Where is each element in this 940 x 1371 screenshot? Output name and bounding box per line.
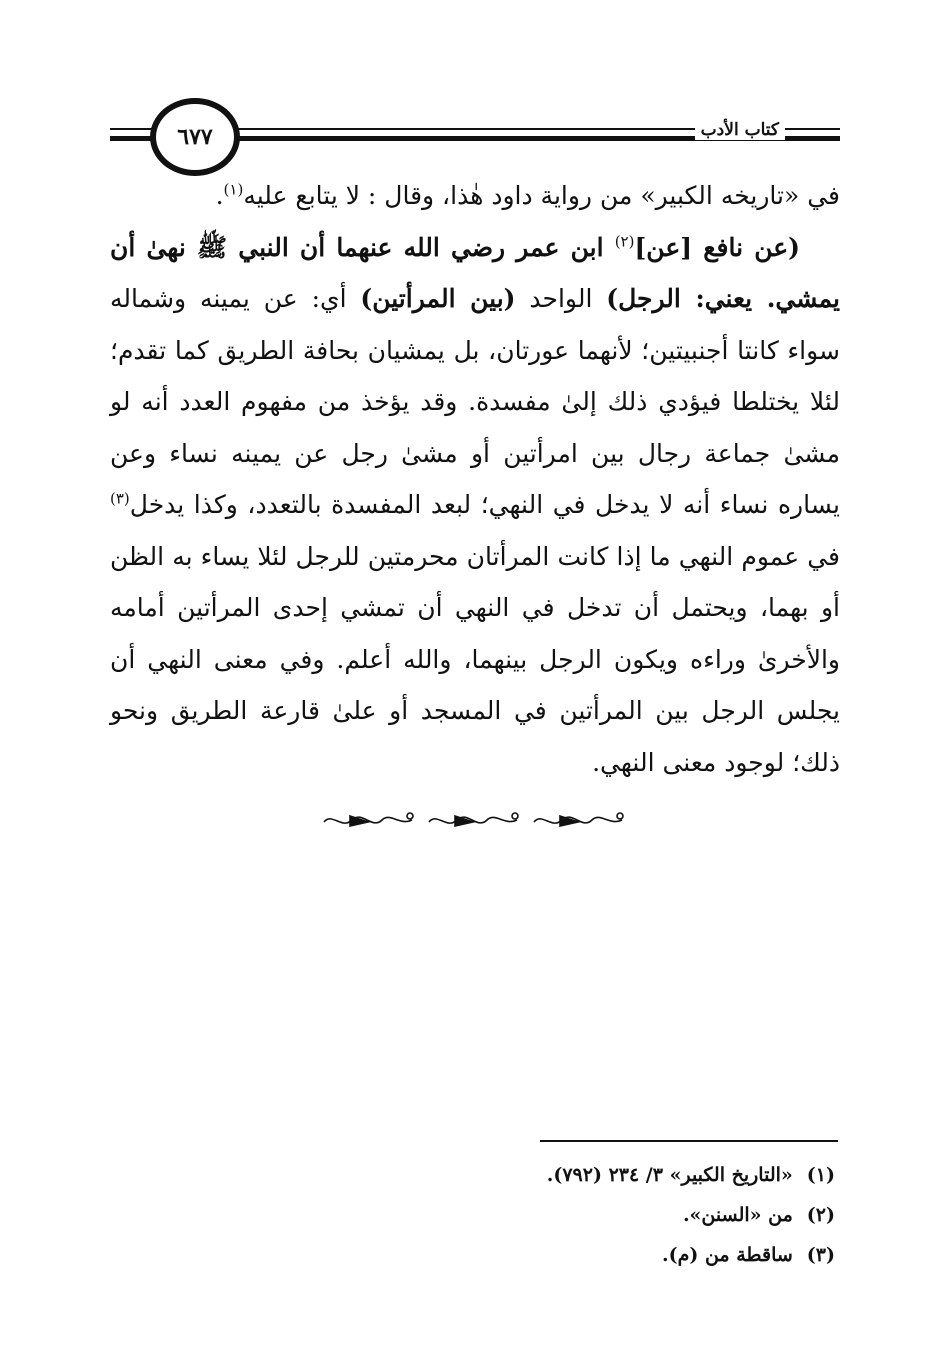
footnote-number: (٢) bbox=[806, 1204, 835, 1226]
hadith-phrase: (بين المرأتين) bbox=[360, 284, 516, 313]
footnote-text: من «السنن». bbox=[682, 1204, 793, 1226]
hadith-text-start: (عن نافع [عن] bbox=[634, 232, 800, 262]
commentary-text-1: الواحد bbox=[515, 284, 607, 313]
footnote-separator bbox=[540, 1140, 838, 1142]
running-title: كتاب الأدب bbox=[695, 120, 785, 140]
footnote-ref-3[interactable]: (٣) bbox=[110, 489, 130, 508]
footnote-text: «التاريخ الكبير» ٣/ ٢٣٤ (٧٩٢). bbox=[546, 1164, 793, 1186]
page-number: ٦٧٧ bbox=[177, 124, 213, 150]
paragraph-2 bbox=[110, 222, 840, 789]
footnote-ref-1[interactable]: (١) bbox=[223, 180, 244, 199]
footnote-number: (١) bbox=[806, 1164, 835, 1186]
footnote-number: (٣) bbox=[806, 1244, 835, 1266]
footnotes bbox=[420, 1155, 835, 1275]
hadith-text: ابن عمر رضي الله عنهما أن النبي ﷺ نهىٰ أن يمشي. يعني: الرجل) bbox=[110, 232, 840, 313]
commentary-text-2: أي: عن يمينه وشماله سواء كانتا أجنبيتين؛ لأنهما عورتان، بل يمشيان بحافة الطريق كما تقدم؛ لئلا يختلطا فيؤدي ذلك إلىٰ مفسدة. وقد يؤخذ من مفهوم العدد أنه لو مشىٰ جماعة رجال بين امرأتين أو مشىٰ رجل عن يمينه نساء وعن يساره نساء أنه لا يدخل في النهي؛ لبعد المفسدة بالتعدد، وكذا يدخل bbox=[110, 284, 840, 519]
page-header bbox=[110, 98, 840, 168]
footnote-1 bbox=[420, 1155, 835, 1195]
page-number-badge bbox=[150, 98, 240, 176]
paragraph-1 bbox=[110, 170, 840, 222]
ornamental-divider-icon bbox=[320, 800, 630, 840]
paragraph-1-text: في «تاريخه الكبير» من رواية داود هٰذا، وقال : لا يتابع عليه bbox=[243, 181, 840, 210]
footnote-ref-2[interactable]: (٢) bbox=[614, 232, 635, 251]
footnote-text: ساقطة من (م). bbox=[661, 1244, 793, 1266]
footnote-2 bbox=[420, 1195, 835, 1235]
main-text bbox=[110, 170, 840, 788]
paragraph-1-end: . bbox=[215, 181, 224, 210]
commentary-text-3: في عموم النهي ما إذا كانت المرأتان محرمتين للرجل لئلا يساء به الظن أو بهما، ويحتمل أن تدخل في النهي أن تمشي إحدى المرأتين أمامه والأخرىٰ وراءه ويكون الرجل بينهما، والله أعلم. وفي معنى النهي أن يجلس الرجل بين المرأتين في المسجد أو علىٰ قارعة الطريق ونحو ذلك؛ لوجود معنى النهي. bbox=[110, 541, 840, 777]
footnote-3 bbox=[420, 1235, 835, 1275]
